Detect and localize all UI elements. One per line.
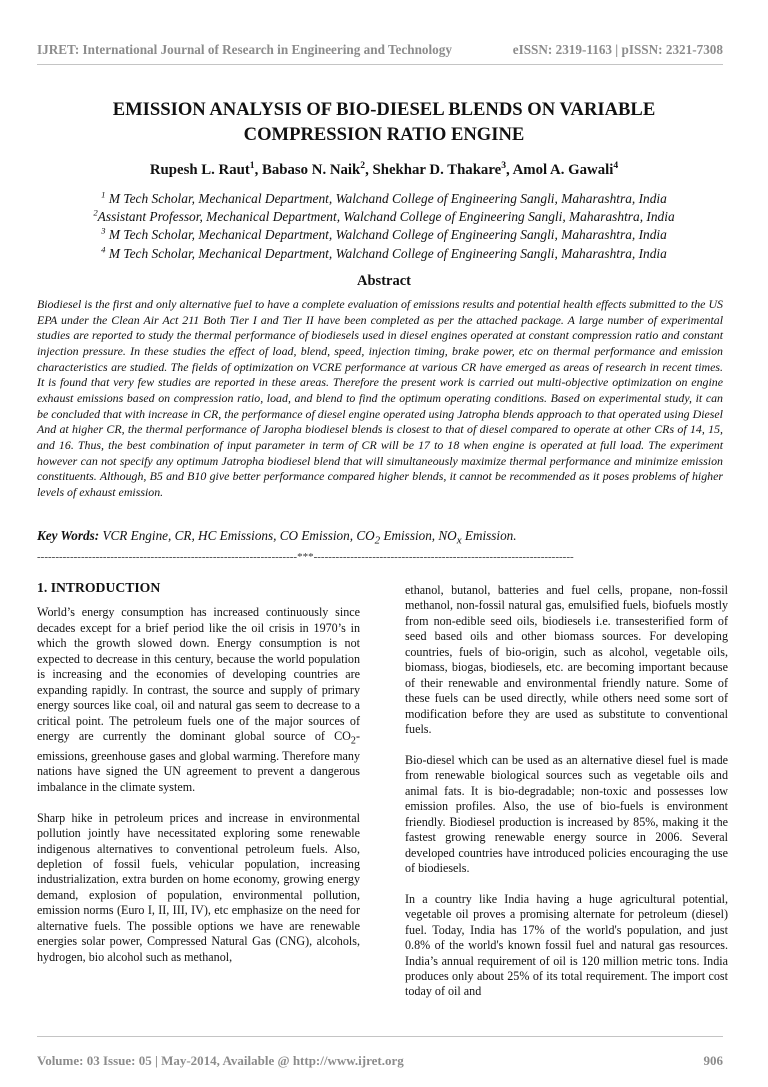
- section-heading: 1. INTRODUCTION: [37, 580, 161, 595]
- affiliation-text: M Tech Scholar, Mechanical Department, Walchand College of Engineering Sangli, Maharashtra, India: [108, 191, 667, 206]
- footer-volume: Volume: 03 Issue: 05 | May-2014, Available @ http://www.ijret.org: [37, 1053, 404, 1068]
- keywords: [37, 528, 723, 547]
- title-line-2: COMPRESSION RATIO ENGINE: [243, 124, 525, 145]
- keywords-label: Key Words:: [37, 528, 100, 543]
- affiliations: [40, 190, 728, 263]
- keywords-sub: x: [456, 534, 462, 547]
- paragraph: Bio-diesel which can be used as an alternative diesel fuel is made from renewable biological sources such as vegetable oils and animal fats. It is bio-degradable; non-toxic and possesses low emission profiles. Also, the use of bio-fuels is environment friendly. Biodiesel production is increased by 85%, making it the fastest growing renewable energy source in 2006. Several developed countries have introduced policies encouraging the use of biodiesels.: [405, 752, 728, 875]
- author-name: Rupesh L. Raut: [149, 162, 250, 178]
- author-name: Babaso N. Naik: [262, 162, 361, 178]
- paragraph-text: -emissions, greenhouse gases and global warming. Therefore many nations have signed the UN agreement to prevent a dangerous imbalance in the climate system.: [37, 729, 360, 794]
- author-sup: 3: [501, 160, 507, 172]
- keywords-text: Emission.: [461, 528, 517, 543]
- author-name: Amol A. Gawali: [512, 162, 614, 178]
- paper-title: [40, 97, 728, 147]
- paragraph: [37, 605, 360, 795]
- keywords-text: VCR Engine, CR, HC Emissions, CO Emission, CO: [99, 528, 375, 543]
- author-sep: ,: [506, 162, 513, 178]
- section-separator: -----------------------------------------------------------------------***-----------------------------------------------------------------------: [37, 551, 574, 563]
- header-rule: [37, 64, 723, 65]
- affiliation-line: [40, 245, 728, 263]
- title-line-1: EMISSION ANALYSIS OF BIO-DIESEL BLENDS ON VARIABLE: [112, 99, 656, 120]
- footer-rule: [37, 1036, 723, 1037]
- keywords-text: Emission, NO: [380, 528, 457, 543]
- affiliation-text: M Tech Scholar, Mechanical Department, Walchand College of Engineering Sangli, Maharashtra, India: [108, 245, 667, 261]
- abstract-heading: Abstract: [357, 273, 411, 289]
- affiliation-line: [40, 226, 728, 244]
- author-sep: ,: [254, 162, 263, 178]
- paragraph-text: World’s energy consumption has increased continuously since decades except for a brief period like the oil crisis in 1970’s in which the growth slowed down. Energy consumption is not expected to decrease in this century, because the world population is increasing and the economies of developing countries are expanding rapidly. In contrast, the source and supply of primary energy sources like coal, oil and natural gas seem to decrease to a critical point. The petroleum fuels one of the major sources of energy are currently the dominant global source of CO: [37, 605, 360, 744]
- affiliation-sup: 2: [93, 207, 98, 218]
- affiliation-text: Assistant Professor, Mechanical Department, Walchand College of Engineering Sangli, Maharashtra, India: [97, 209, 675, 225]
- paragraph: Sharp hike in petroleum prices and increase in environmental pollution jointly have necessitated exploring some renewable indigenous alternatives to conventional petroleum fuels. Also, depletion of fossil fuels, vehicular population, increasing industrialization, extra burden on home economy, growing energy demand, explosion of population, environmental pollution, emission norms (Euro I, II, III, IV), etc emphasize on the need for alternative fuels. The possible options we have are renewable energies solar power, Compressed Natural Gas (CNG), alcohols, hydrogen, bio alcohol such as methanol,: [37, 810, 360, 964]
- affiliation-line: [40, 190, 728, 208]
- abstract-text: Biodiesel is the first and only alternative fuel to have a complete evaluation of emissions results and potential health effects submitted to the US EPA under the Clean Air Act 211 Both Tier I and Tier II have been completed as per the attached package. A large number of experimental studies are reported to study the thermal performance of biodiesels used in diesel engines operated at constant compression ratio and constant injection pressure. In these studies the effect of load, blend, speed, injection timing, brake power, etc on thermal performance and emission characteristics are studied. The fields of optimization on VCRE performance at various CR have emerged as areas of research in recent times. It is found that very few studies are reported in these areas. Therefore the present work is carried out multi-objective optimization on engine exhaust emissions based on compression ratio, load, and blend to find the optimum operating conditions. Based on experimental study, it can be concluded that with increase in CR, the performance of diesel engine operated using Jatropha blends approach to that operated using Diesel And at higher CR, the thermal performance of Jaropha biodiesel blends is closest to that of diesel compared to operate at other CRs of 14, 15, and 16. Thus, the best combination of input parameter in term of CR will be 17 to 18 when engine is operated at full load. The experiment however can not specify any optimum Jatropha biodiesel blend that will simultaneously maximize thermal performance and minimize emission constituents. Although, B5 and B10 give better performance compared higher blends, it cannot be recommended as it poses problems of higher levels of exhaust emission.: [37, 297, 723, 499]
- affiliation-sup: 4: [101, 244, 106, 255]
- paragraph: ethanol, butanol, batteries and fuel cells, propane, non-fossil methanol, non-fossil natural gas, emulsified fuels, biofuels mostly from non-edible seed oils, biodiesels i.e. transesterified form of seed based oils and other biomass sources. For developing countries, fuels of bio-origin, such as alcohol, vegetable oils, biomass, biogas, biodiesels, etc. are becoming important because of their renewable and environmental friendly nature. Some of these fuels can be used directly, while others need some sort of modification before they are used as substitute to conventional fuels.: [405, 583, 728, 737]
- author-sep: ,: [365, 162, 373, 178]
- right-column: [405, 583, 728, 1015]
- author-list: [40, 162, 728, 179]
- author-sup: 2: [360, 160, 366, 172]
- affiliation-sup: 1: [101, 189, 106, 200]
- author-sup: 1: [249, 160, 255, 172]
- keywords-sub: 2: [374, 534, 381, 547]
- left-column: [37, 580, 360, 980]
- paragraph-sub: 2: [350, 735, 356, 747]
- author-name: Shekhar D. Thakare: [372, 162, 502, 178]
- affiliation-line: [40, 208, 728, 226]
- paragraph: In a country like India having a huge agricultural potential, vegetable oil proves a promising alternate for petroleum (diesel) fuel. Today, India has 17% of the world's population, and just 0.8% of the world's known fossil fuel and natural gas resources. India’s annual requirement of oil is 120 million metric tons. India produces only about 25% of its total requirement. The import cost today of oil and: [405, 891, 728, 999]
- journal-name: IJRET: International Journal of Research in Engineering and Technology: [37, 42, 452, 57]
- issn: eISSN: 2319-1163 | pISSN: 2321-7308: [512, 42, 723, 57]
- affiliation-text: M Tech Scholar, Mechanical Department, Walchand College of Engineering Sangli, Maharashtra, India: [108, 227, 667, 243]
- affiliation-sup: 3: [101, 225, 106, 236]
- author-sup: 4: [613, 160, 619, 172]
- page-number: 906: [703, 1053, 723, 1068]
